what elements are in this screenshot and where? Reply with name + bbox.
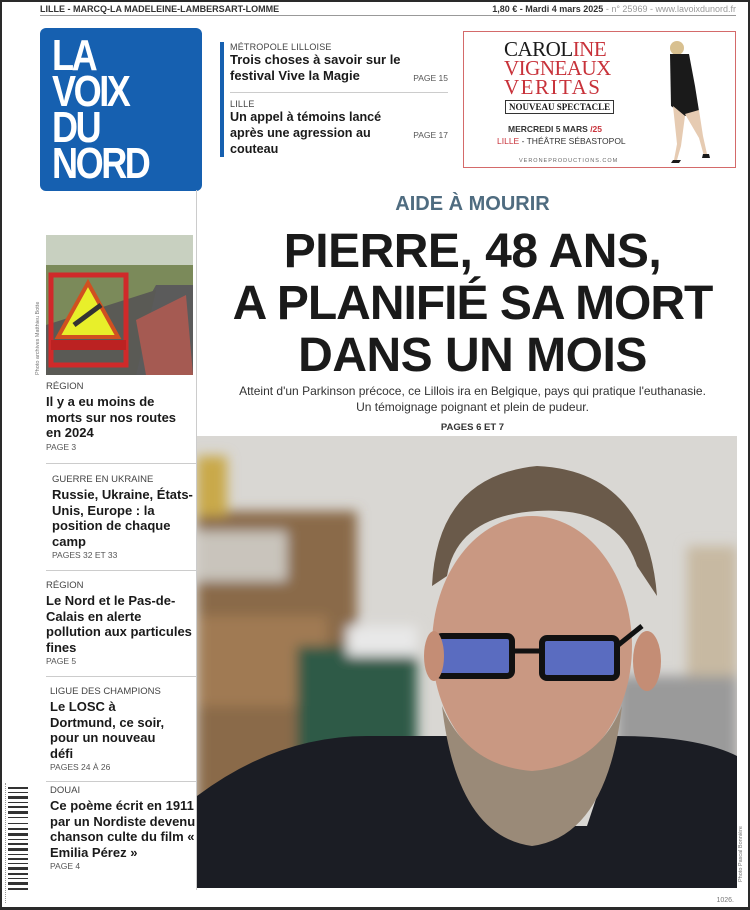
barcode-icon [6,783,36,901]
top-teasers [220,42,448,157]
sidebar-page: PAGE 5 [46,656,77,666]
sidebar-separator [46,463,196,464]
advertisement[interactable] [463,31,736,168]
sidebar-separator [46,570,196,571]
teaser-title [230,52,448,84]
logo-line: LA [52,31,96,80]
sidebar-kicker: LIGUE DES CHAMPIONS [50,686,161,697]
folio-number: 1026. [716,897,734,904]
newspaper-logo[interactable] [40,28,202,191]
sidebar-kicker: DOUAI [50,785,81,796]
edition-label: LILLE - MARCQ-LA MADELEINE-LAMBERSART-LOMME [40,4,280,14]
headline-line: DANS UN MOIS [298,329,647,382]
sidebar-separator [46,781,196,782]
teaser-page: PAGE 15 [413,73,448,83]
ad-venue-city: LILLE [497,136,520,146]
ad-date-year: /25 [590,124,603,134]
sidebar-title: Ce poème écrit en 1911 par un Nordiste devenu chanson culte du film « Emilia Pérez » [50,798,196,860]
ad-venue-text: - THÉÂTRE SÉBASTOPOL [519,136,626,146]
sidebar-page: PAGE 4 [50,861,81,871]
sidebar-item[interactable] [50,785,196,871]
deck-line: Un témoignage poignant et plein de pudeur. [356,400,589,414]
headline-line: PIERRE, 48 ANS, [283,225,662,278]
sidebar-separator [46,676,196,677]
teaser-page: PAGE 17 [413,130,448,140]
sidebar-title: Le Nord et le Pas-de-Calais en alerte pollution aux particules fines [46,593,192,655]
ad-date [508,124,602,134]
lead-photo-credit: Photo Pascal Bonnière [738,826,744,882]
ad-venue [497,136,626,146]
teaser-kicker: LILLE [230,99,255,109]
sidebar-kicker: RÉGION [46,580,84,591]
sidebar-title: Russie, Ukraine, États-Unis, Europe : la position de chaque camp [52,487,193,549]
road-sign-image [46,235,193,375]
teaser-title-text: Trois choses à savoir sur le festival Vive la Magie [230,52,401,83]
lead-deck [200,383,745,415]
ad-name-line: VIGNEAUX [504,56,611,80]
sidebar-item[interactable] [50,686,196,772]
price-date [492,4,736,14]
ad-artist-name [504,37,611,99]
deck-line: Atteint d'un Parkinson précoce, ce Lillois ira en Belgique, pays qui pratique l'euthanasie. [239,384,706,398]
sidebar-page: PAGES 32 ET 33 [52,550,118,560]
teaser-item[interactable] [230,42,448,93]
sidebar-item[interactable] [46,580,196,666]
issue-number: - n° 25969 - www.lavoixdunord.fr [603,4,736,14]
ad-name-line: VERITAS [504,75,602,99]
ad-url: VERONEPRODUCTIONS.COM [519,158,619,164]
barcode [5,783,35,903]
teaser-title [230,109,448,157]
price-date-text: 1,80 € - Mardi 4 mars 2025 [492,4,604,14]
ad-name-part: CAROL [504,37,573,61]
sidebar-photo-credit: Photo archives Matthieu Botte [35,301,41,375]
sidebar-page: PAGES 24 À 26 [50,762,111,772]
logo-line: VOIX [52,67,129,117]
lead-photo[interactable] [197,436,737,888]
headline-line: A PLANIFIÉ SA MORT [232,277,713,330]
logo-line: NORD [52,139,149,189]
ad-name-part: INE [572,37,607,61]
sidebar-kicker: GUERRE EN UKRAINE [52,474,154,485]
ad-date-text: MERCREDI 5 MARS [508,124,591,134]
sidebar-title: Le LOSC à Dortmund, ce soir, pour un nouveau défi [50,699,165,761]
lead-headline[interactable] [200,226,745,382]
lead-pages: PAGES 6 ET 7 [440,422,505,433]
teaser-title-text: Un appel à témoins lancé après une agression au couteau [230,110,382,156]
portrait-image [197,436,737,888]
sidebar-item[interactable] [52,474,196,560]
sidebar-title: Il y a eu moins de morts sur nos routes en 2024 [46,394,177,440]
sidebar-item[interactable] [46,381,196,452]
sidebar-photo[interactable] [46,235,193,375]
performer-photo [655,36,715,164]
masthead-bar [40,3,736,16]
sidebar-page: PAGE 3 [46,441,77,452]
lead-kicker: AIDE À MOURIR [395,193,550,215]
ad-show-label: NOUVEAU SPECTACLE [505,100,614,114]
sidebar-kicker: RÉGION [46,381,84,392]
logo-line: DU [52,103,100,153]
teaser-item[interactable] [230,99,448,157]
teaser-kicker: MÉTROPOLE LILLOISE [230,42,332,52]
